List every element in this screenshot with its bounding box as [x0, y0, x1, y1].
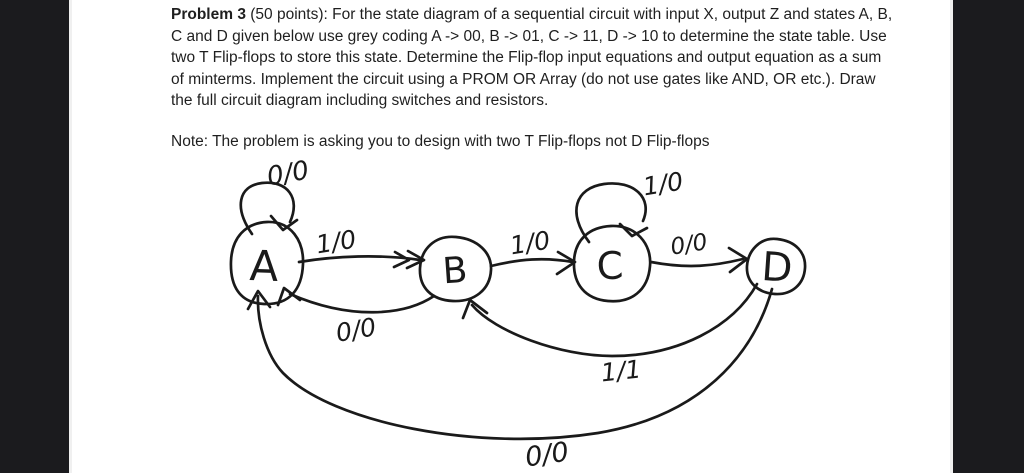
state-label-B: B — [441, 249, 469, 293]
arrowhead-B-C — [557, 252, 575, 274]
transition-label-C-D: 0/0 — [668, 229, 710, 261]
transition-label-B-C: 1/0 — [507, 225, 553, 261]
state-label-D: D — [760, 243, 794, 293]
state-label-A: A — [248, 241, 280, 291]
problem-title: Problem 3 — [171, 6, 246, 23]
state-label-C: C — [595, 243, 625, 289]
problem-line-2: C and D given below use grey coding A -> 00, B -> 01, C -> 11, D -> 10 to determine the state table. Use — [171, 27, 887, 45]
transition-label-D-B: 1/1 — [599, 354, 643, 388]
transition-arc-B-C — [491, 259, 573, 266]
problem-line-4: of minterms. Implement the circuit using a PROM OR Array (do not use gates like AND, OR etc.). Draw — [171, 70, 876, 88]
transition-label-A-A: 0/0 — [264, 155, 312, 193]
transition-label-D-A: 0/0 — [523, 436, 571, 473]
problem-line-5: the full circuit diagram including switches and resistors. — [171, 92, 549, 110]
transition-arc-C-D — [651, 259, 743, 266]
transition-label-C-C: 1/0 — [640, 166, 686, 202]
problem-line-1-rest: (50 points): For the state diagram of a sequential circuit with input X, output Z and states A, B, — [245, 6, 893, 23]
transition-label-A-B: 1/0 — [313, 224, 359, 260]
arrowhead-A-B-2 — [394, 252, 409, 267]
transition-arc-B-A — [290, 294, 434, 312]
problem-line-3: two T Flip-flops to store this state. Determine the Flip-flop input equations and output equation as a sum — [171, 49, 882, 67]
transition-arc-D-B — [472, 284, 757, 356]
transition-arc-D-A — [258, 289, 772, 439]
transition-label-B-A: 0/0 — [333, 312, 379, 348]
note-line: Note: The problem is asking you to design with two T Flip-flops not D Flip-flops — [171, 133, 710, 150]
